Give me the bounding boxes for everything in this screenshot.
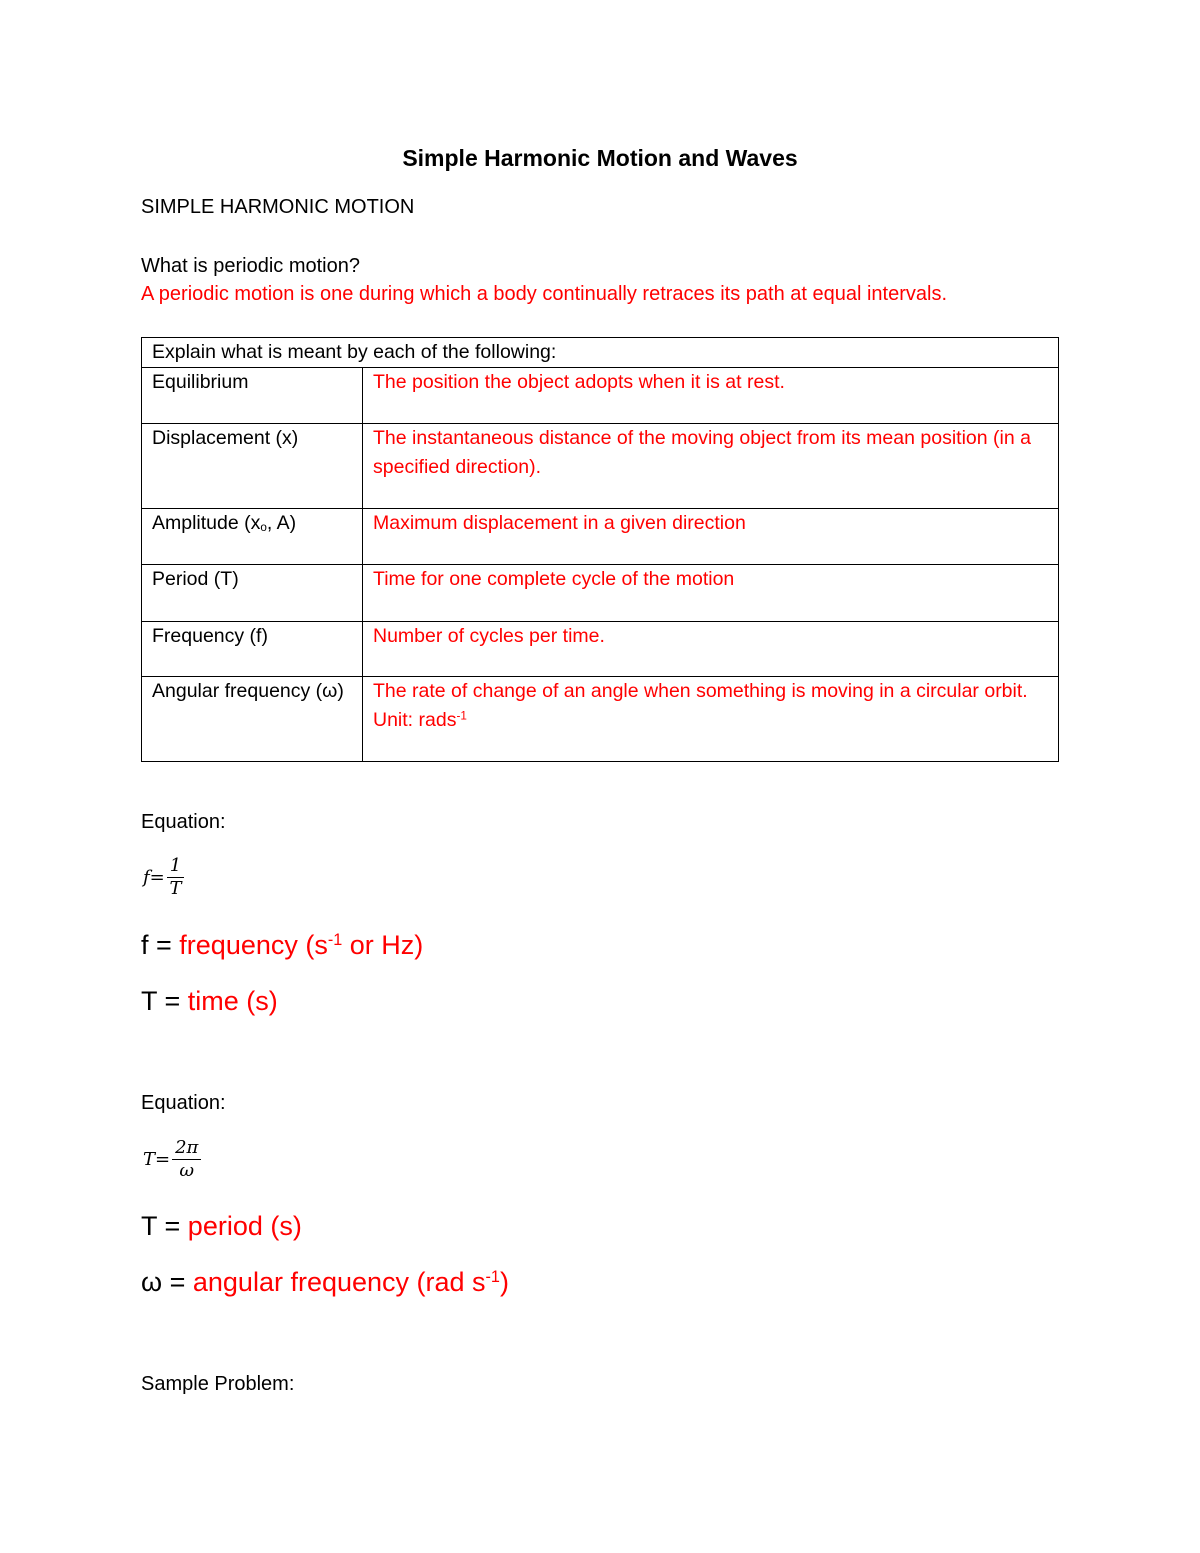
equation-label: Equation:: [141, 1092, 226, 1114]
page-title: Simple Harmonic Motion and Waves: [402, 145, 798, 171]
table-row: [142, 677, 1059, 762]
table-row: [142, 424, 1059, 509]
table-row: [142, 368, 1059, 424]
equation-frequency: f = $\frac{1}{T}$: [143, 856, 184, 899]
variable-angular-frequency: ω = angular frequency (rad $s^{-1}$): [141, 1267, 509, 1297]
question-text: What is periodic motion?: [141, 255, 360, 277]
definitions-table: [141, 337, 1059, 762]
answer-text: A periodic motion is one during which a body continually retraces its path at equal intervals.: [141, 283, 948, 305]
definition-cell: Maximum displacement in a given direction: [363, 509, 1059, 565]
equation-label: Equation:: [141, 811, 226, 833]
table-row: [142, 622, 1059, 677]
equation-period: T = $\frac{2\pi}{\omega}$: [143, 1138, 201, 1181]
definition-cell: Number of cycles per time.: [363, 622, 1059, 677]
variable-time: T = time (s): [141, 986, 278, 1016]
definition-cell: The rate of change of an angle when something is moving in a circular orbit. Unit: rads$^{-1}$: [363, 677, 1059, 762]
table-row: [142, 565, 1059, 622]
term-cell: Period (T): [142, 565, 363, 622]
term-cell: Amplitude ($x_o$, A): [142, 509, 363, 565]
term-cell: Equilibrium: [142, 368, 363, 424]
definition-cell: The instantaneous distance of the moving object from its mean position (in a specified direction).: [363, 424, 1059, 509]
table-header: Explain what is meant by each of the following:: [142, 338, 1059, 368]
definition-cell: Time for one complete cycle of the motion: [363, 565, 1059, 622]
variable-frequency: f = frequency ($s^{-1}$ or Hz): [141, 930, 424, 960]
table-row: [142, 509, 1059, 565]
term-cell: Frequency (f): [142, 622, 363, 677]
section-heading: SIMPLE HARMONIC MOTION: [141, 196, 415, 218]
term-cell: Angular frequency (ω): [142, 677, 363, 762]
definition-cell: The position the object adopts when it is at rest.: [363, 368, 1059, 424]
variable-period: T = period (s): [141, 1211, 302, 1241]
term-cell: Displacement (x): [142, 424, 363, 509]
sample-problem-label: Sample Problem:: [141, 1373, 295, 1395]
